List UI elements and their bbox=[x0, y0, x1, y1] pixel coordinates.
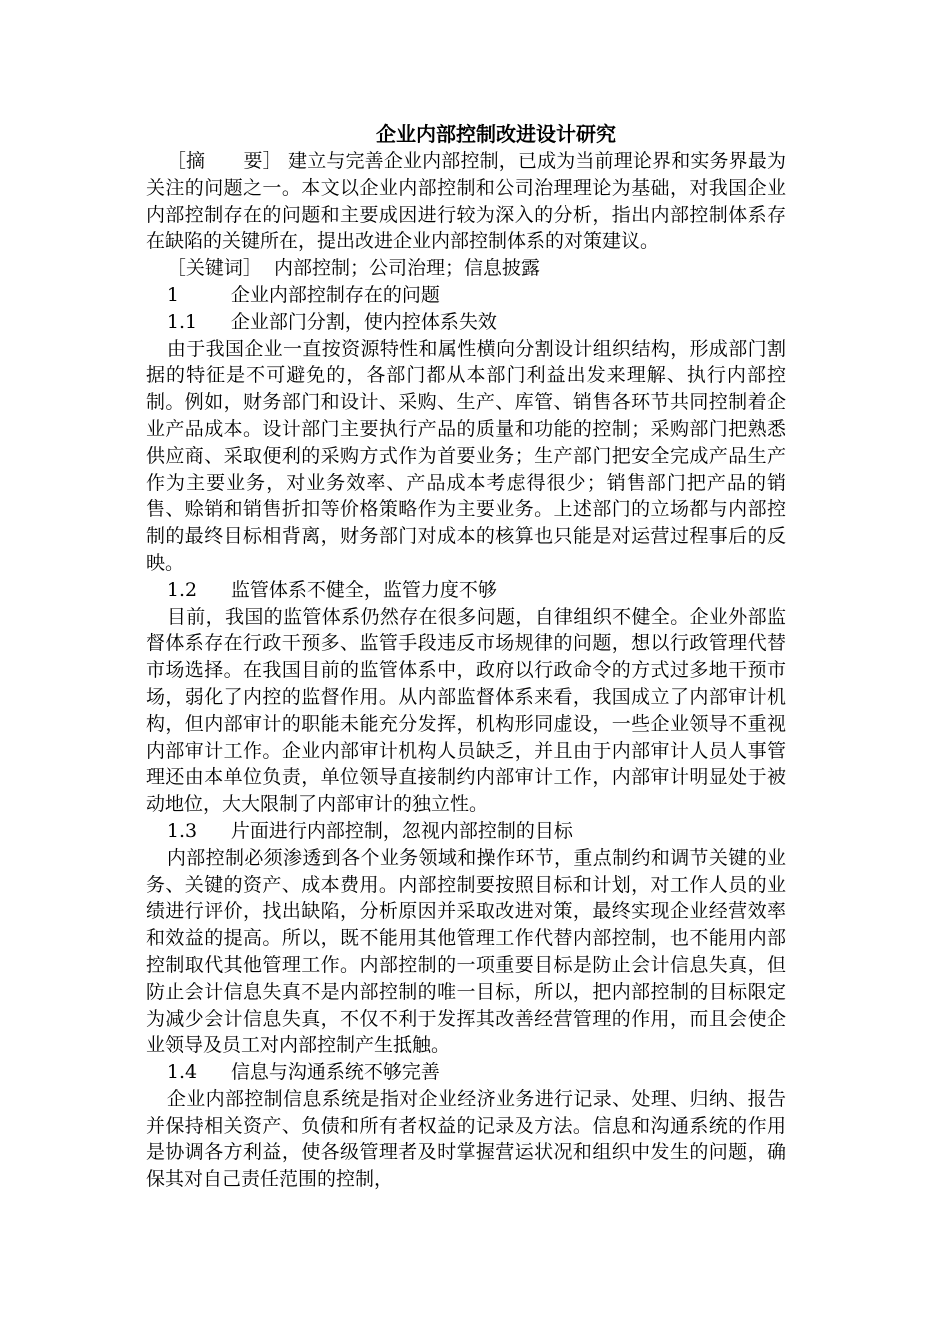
keywords bbox=[146, 255, 786, 282]
abstract-text: 建立与完善企业内部控制，已成为当前理论界和实务界最为关注的问题之一。本文以企业内部控制和公司治理理论为基础，对我国企业内部控制存在的问题和主要成因进行较为深入的分析，指出内部控制体系存在缺陷的关键所在，提出改进企业内部控制体系的对策建议。 bbox=[146, 150, 786, 253]
section-number: 1.4 bbox=[166, 1061, 198, 1084]
section-title: 片面进行内部控制，忽视内部控制的目标 bbox=[230, 819, 573, 842]
section-title: 企业部门分割，使内控体系失效 bbox=[230, 310, 497, 333]
section-title: 监管体系不健全，监管力度不够 bbox=[230, 578, 497, 601]
keywords-text: 内部控制；公司治理；信息披露 bbox=[274, 257, 541, 280]
section-heading-1-4 bbox=[146, 1059, 786, 1086]
section-heading-1-1 bbox=[146, 309, 786, 336]
section-number: 1 bbox=[166, 283, 179, 306]
section-heading-1 bbox=[146, 282, 786, 309]
section-heading-1-2 bbox=[146, 577, 786, 604]
abstract-label: ［摘 要］ bbox=[166, 150, 282, 172]
body-paragraph-3: 内部控制必须渗透到各个业务领域和操作环节，重点制约和调节关键的业务、关键的资产、成本费用。内部控制要按照目标和计划，对工作人员的业绩进行评价，找出缺陷，分析原因并采取改进对策，最终实现企业经营效率和效益的提高。所以，既不能用其他管理工作代替内部控制，也不能用内部控制取代其他管理工作。内部控制的一项重要目标是防止会计信息失真，但防止会计信息失真不是内部控制的唯一目标，所以，把内部控制的目标限定为减少会计信息失真，不仅不利于发挥其改善经营管理的作用，而且会使企业领导及员工对内部控制产生抵触。 bbox=[146, 846, 786, 1057]
section-number: 1.2 bbox=[166, 578, 198, 601]
abstract bbox=[146, 148, 786, 255]
section-number: 1.1 bbox=[166, 310, 198, 333]
section-title: 信息与沟通系统不够完善 bbox=[230, 1061, 440, 1084]
section-number: 1.3 bbox=[166, 819, 198, 842]
document-page bbox=[146, 120, 786, 1193]
body-paragraph-2: 目前，我国的监管体系仍然存在很多问题，自律组织不健全。企业外部监督体系存在行政干预多、监管手段违反市场规律的问题，想以行政管理代替市场选择。在我国目前的监管体系中，政府以行政命令的方式过多地干预市场，弱化了内控的监督作用。从内部监督体系来看，我国成立了内部审计机构，但内部审计的职能未能充分发挥，机构形同虚设，一些企业领导不重视内部审计工作。企业内部审计机构人员缺乏，并且由于内部审计人员人事管理还由本单位负责，单位领导直接制约内部审计工作，内部审计明显处于被动地位，大大限制了内部审计的独立性。 bbox=[146, 605, 786, 816]
document-title: 企业内部控制改进设计研究 bbox=[376, 122, 616, 146]
keywords-label: ［关键词］ bbox=[166, 257, 262, 280]
section-title: 企业内部控制存在的问题 bbox=[230, 283, 440, 306]
body-paragraph-1: 由于我国企业一直按资源特性和属性横向分割设计组织结构，形成部门割据的特征是不可避免的，各部门都从本部门利益出发来理解、执行内部控制。例如，财务部门和设计、采购、生产、库管、销售各环节共同控制着企业产品成本。设计部门主要执行产品的质量和功能的控制；采购部门把熟悉供应商、采取便利的采购方式作为首要业务；生产部门把安全完成产品生产作为主要业务，对业务效率、产品成本考虑得很少；销售部门把产品的销售、赊销和销售折扣等价格策略作为主要业务。上述部门的立场都与内部控制的最终目标相背离，财务部门对成本的核算也只能是对运营过程事后的反映。 bbox=[146, 337, 786, 574]
section-heading-1-3 bbox=[146, 818, 786, 845]
body-paragraph-4: 企业内部控制信息系统是指对企业经济业务进行记录、处理、归纳、报告并保持相关资产、负债和所有者权益的记录及方法。信息和沟通系统的作用是协调各方利益，使各级管理者及时掌握营运状况和组织中发生的问题，确保其对自己责任范围的控制， bbox=[146, 1087, 786, 1191]
